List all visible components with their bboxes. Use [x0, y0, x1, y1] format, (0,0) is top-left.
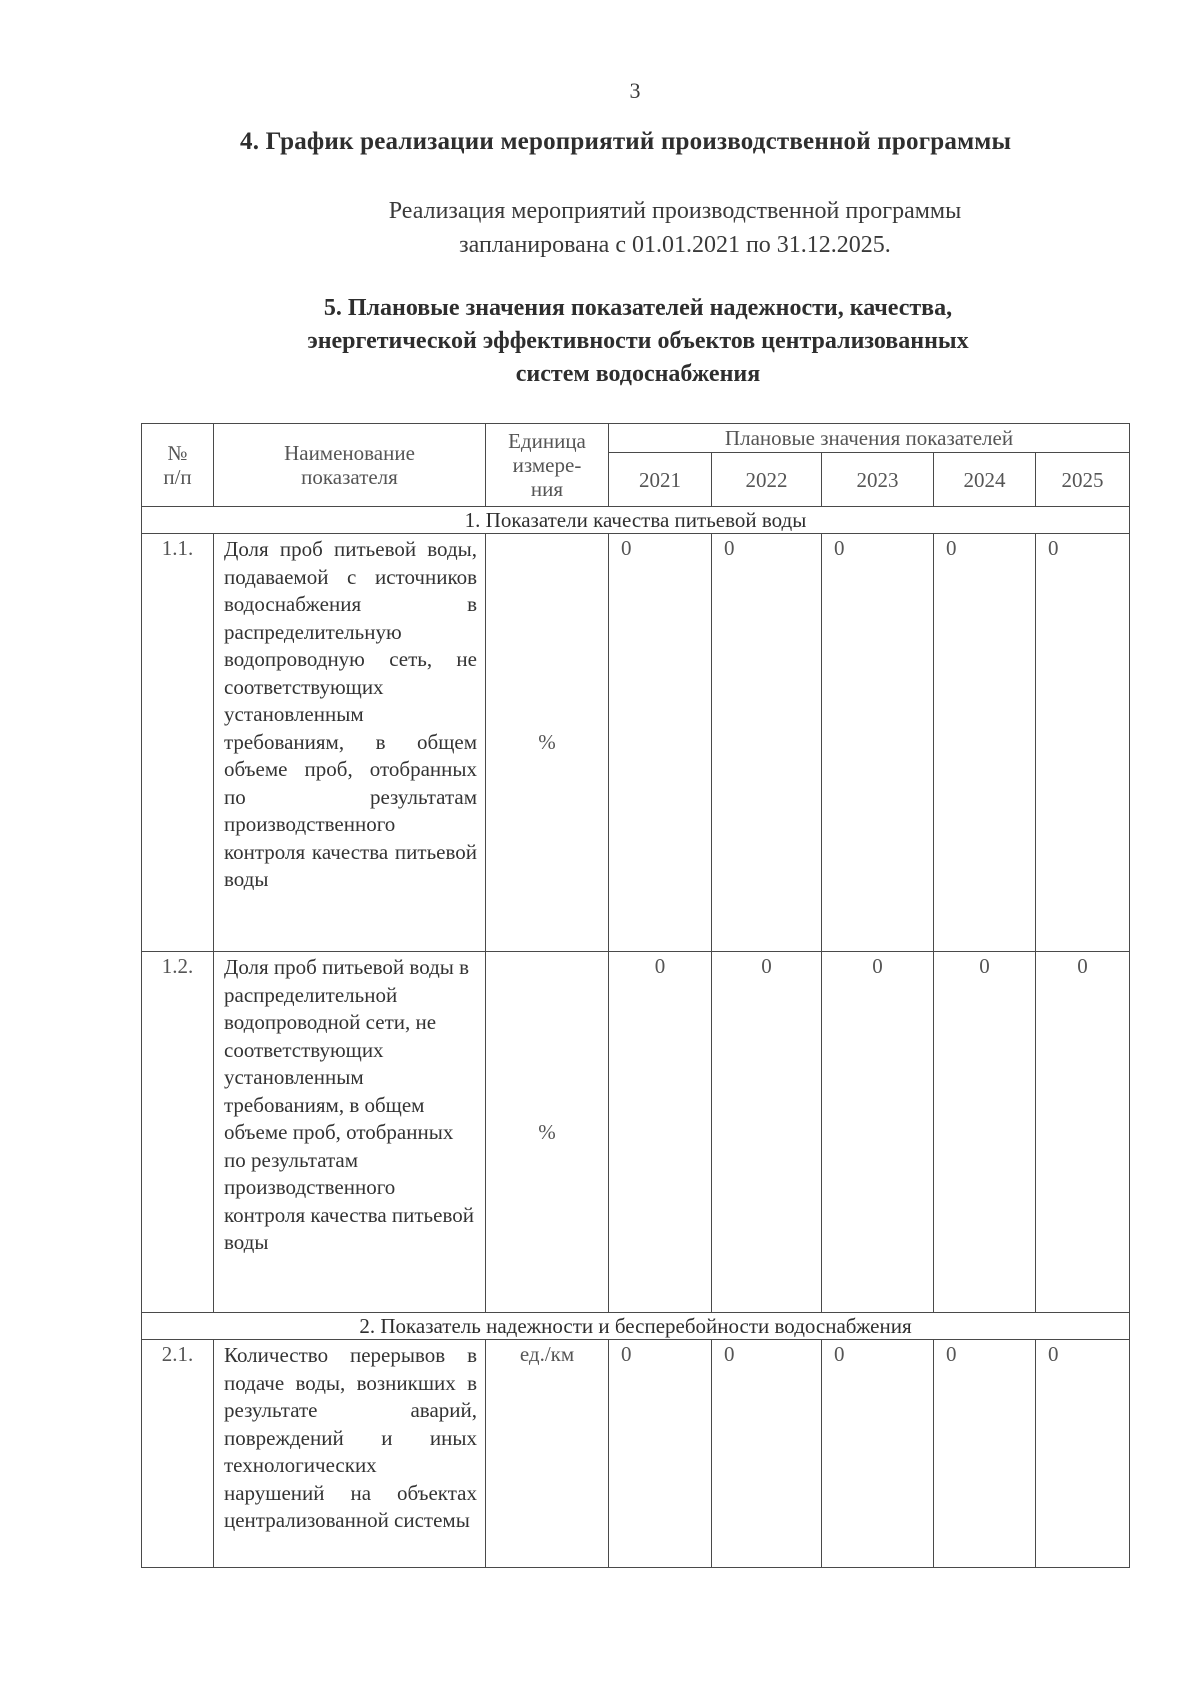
row-name: Доля проб питьевой воды, подаваемой с источников водоснабжения в распределительную водопроводную сеть, не соответствующих установленным требованиям, в общем объеме проб, отобранных по результатам производственного контроля качества питьевой воды: [214, 534, 486, 952]
header-year-2021: 2021: [609, 453, 712, 507]
row-value-2023: 0: [822, 1340, 934, 1568]
header-year-2024: 2024: [934, 453, 1036, 507]
row-unit: ед./км: [486, 1340, 609, 1568]
row-value-2025: 0: [1036, 534, 1130, 952]
row-value-2024: 0: [934, 952, 1036, 1313]
header-name-line-2: показателя: [301, 465, 398, 489]
row-name: Количество перерывов в подаче воды, возникших в результате аварий, повреждений и иных технологических нарушений на объектах централизованной системы: [214, 1340, 486, 1568]
row-value-2025: 0: [1036, 1340, 1130, 1568]
header-name: [214, 424, 486, 507]
row-value-2021: 0: [609, 534, 712, 952]
header-year-2025: 2025: [1036, 453, 1130, 507]
schedule-text: [280, 194, 1070, 262]
row-name: Доля проб питьевой воды в распределительной водопроводной сети, не соответствующих установленным требованиям, в общем объеме проб, отобранных по результатам производственного контроля качества питьевой воды: [214, 952, 486, 1313]
row-value-2022: 0: [712, 952, 822, 1313]
row-value-2023: 0: [822, 534, 934, 952]
row-value-2024: 0: [934, 1340, 1036, 1568]
row-value-2024: 0: [934, 534, 1036, 952]
schedule-text-line-2: запланирована с 01.01.2021 по 31.12.2025.: [459, 232, 891, 258]
section-row-1: [142, 507, 1130, 534]
section-4-title: 4. График реализации мероприятий производственной программы: [240, 128, 1012, 155]
row-num: 1.1.: [142, 534, 214, 952]
row-value-2021: 0: [609, 952, 712, 1313]
schedule-text-line-1: Реализация мероприятий производственной программы: [388, 198, 962, 224]
row-value-2021: 0: [609, 1340, 712, 1568]
row-unit: %: [486, 534, 609, 952]
indicators-table: [141, 423, 1130, 1568]
header-unit-line-1: Единица: [508, 429, 586, 453]
row-unit: %: [486, 952, 609, 1313]
table-row: [142, 534, 1130, 952]
header-unit-line-2: измере-: [512, 453, 582, 477]
row-num: 1.2.: [142, 952, 214, 1313]
table-header-row: [142, 424, 1130, 453]
table-row: [142, 952, 1130, 1313]
header-unit: [486, 424, 609, 507]
header-num-line-2: п/п: [163, 465, 192, 489]
header-year-2022: 2022: [712, 453, 822, 507]
row-num: 2.1.: [142, 1340, 214, 1568]
page-number: 3: [629, 78, 641, 103]
section-row-2: [142, 1313, 1130, 1340]
section-5-title-line-1: 5. Плановые значения показателей надежности, качества,: [323, 295, 953, 321]
section-5-title-line-2: энергетической эффективности объектов централизованных: [307, 328, 969, 354]
section-title-2: 2. Показатель надежности и бесперебойности водоснабжения: [142, 1313, 1130, 1340]
header-num-line-1: №: [167, 441, 188, 465]
row-value-2023: 0: [822, 952, 934, 1313]
section-title-1: 1. Показатели качества питьевой воды: [142, 507, 1130, 534]
header-plan-values: Плановые значения показателей: [609, 424, 1130, 453]
header-num: [142, 424, 214, 507]
header-year-2023: 2023: [822, 453, 934, 507]
section-5-title-line-3: систем водоснабжения: [515, 361, 761, 387]
section-5-title: [238, 292, 1038, 391]
row-value-2022: 0: [712, 534, 822, 952]
row-value-2022: 0: [712, 1340, 822, 1568]
header-name-line-1: Наименование: [284, 441, 415, 465]
header-unit-line-3: ния: [530, 477, 564, 501]
table-row: [142, 1340, 1130, 1568]
row-value-2025: 0: [1036, 952, 1130, 1313]
